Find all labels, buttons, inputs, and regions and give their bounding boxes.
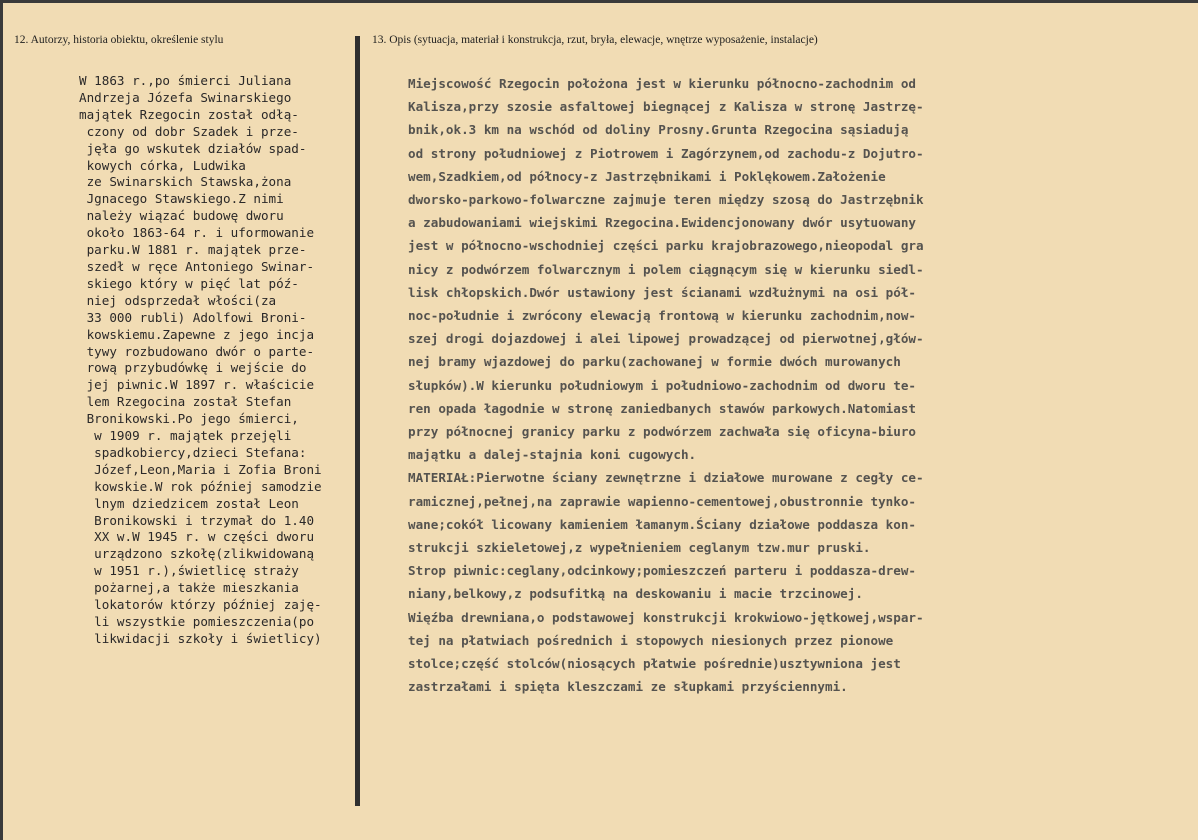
description-text-line: zastrzałami i spięta kleszczami ze słupkami przyściennymi. bbox=[408, 679, 848, 695]
description-text-line: Strop piwnic:ceglany,odcinkowy;pomieszczeń parteru i poddasza-drew- bbox=[408, 563, 916, 579]
column-divider bbox=[355, 36, 360, 806]
left-edge bbox=[0, 0, 3, 840]
history-text-line: Andrzeja Józefa Swinarskiego bbox=[79, 89, 292, 105]
description-text-line: Więźba drewniana,o podstawowej konstrukcji krokwiowo-jętkowej,wspar- bbox=[408, 609, 924, 625]
description-text-line: niany,belkowy,z podsufitką na deskowaniu i macie trzcinowej. bbox=[408, 586, 863, 602]
history-text-line: Bronikowski.Po jego śmierci, bbox=[79, 411, 299, 427]
history-text-line: skiego który w pięć lat póź- bbox=[79, 275, 299, 291]
description-text-line: ren opada łagodnie w stronę zaniedbanych stawów parkowych.Natomiast bbox=[408, 400, 916, 416]
description-text-line: bnik,ok.3 km na wschód od doliny Prosny.Grunta Rzegocina sąsiadują bbox=[408, 122, 909, 138]
history-text-line: w 1951 r.),świetlicę straży bbox=[79, 563, 299, 579]
description-text-line: od strony południowej z Piotrowem i Zagórzynem,od zachodu-z Dojutro- bbox=[408, 145, 924, 161]
history-text-line: kowskiemu.Zapewne z jego incja bbox=[79, 326, 315, 342]
description-text-line: wane;cokół licowany kamieniem łamanym.Ściany działowe poddasza kon- bbox=[408, 516, 916, 532]
history-text-block bbox=[79, 73, 351, 648]
column-header-authors-history: 12. Autorzy, historia obiektu, określenie stylu bbox=[14, 34, 224, 46]
description-text-line: stolce;część stolców(niosących płatwie pośrednie)usztywniona jest bbox=[408, 656, 901, 672]
history-text-line: Józef,Leon,Maria i Zofia Broni bbox=[79, 461, 322, 477]
description-text-line: słupków).W kierunku południowym i południowo-zachodnim od dworu te- bbox=[408, 377, 916, 393]
description-text-line: nicy z podwórzem folwarcznym i polem ciągnącym się w kierunku siedl- bbox=[408, 261, 924, 277]
history-text-line: parku.W 1881 r. majątek prze- bbox=[79, 242, 307, 258]
history-text-line: Bronikowski i trzymał do 1.40 bbox=[79, 512, 315, 528]
description-text-line: dworsko-parkowo-folwarczne zajmuje teren między szosą do Jastrzębnik bbox=[408, 192, 924, 208]
history-text-line: W 1863 r.,po śmierci Juliana bbox=[79, 73, 292, 88]
history-text-line: kowskie.W rok później samodzie bbox=[79, 478, 322, 494]
description-text-line: wem,Szadkiem,od północy-z Jastrzębnikami i Poklękowem.Założenie bbox=[408, 168, 886, 184]
history-text-line: li wszystkie pomieszczenia(po bbox=[79, 614, 315, 629]
description-text-block bbox=[408, 72, 1193, 698]
description-text-line: szej drogi dojazdowej i alei lipowej prowadzącej od pierwotnej,głów- bbox=[408, 331, 924, 347]
history-text-line: lem Rzegocina został Stefan bbox=[79, 394, 292, 410]
description-text-line: nej bramy wjazdowej do parku(zachowanej w formie dwóch murowanych bbox=[408, 354, 901, 370]
description-text-line: a zabudowaniami wiejskimi Rzegocina.Ewidencjonowany dwór usytuowany bbox=[408, 215, 916, 231]
history-text-line: czony od dobr Szadek i prze- bbox=[79, 123, 299, 139]
description-text-line: Kalisza,przy szosie asfaltowej biegnącej z Kalisza w stronę Jastrzę- bbox=[408, 99, 924, 115]
history-text-line: urządzono szkołę(zlikwidowaną bbox=[79, 546, 315, 562]
history-text-line: 33 000 rubli) Adolfowi Broni- bbox=[79, 309, 307, 325]
description-text-line: jest w północno-wschodniej części parku krajobrazowego,nieopodal gra bbox=[408, 238, 924, 254]
column-header-description: 13. Opis (sytuacja, materiał i konstrukcja, rzut, bryła, elewacje, wnętrze wyposażenie, instalacje) bbox=[372, 34, 818, 46]
description-text-line: Miejscowość Rzegocin położona jest w kierunku północno-zachodnim od bbox=[408, 76, 916, 91]
description-text-line: MATERIAŁ:Pierwotne ściany zewnętrzne i działowe murowane z cegły ce- bbox=[408, 470, 924, 486]
description-text-line: ramicznej,pełnej,na zaprawie wapienno-cementowej,obustronnie tynko- bbox=[408, 493, 916, 509]
history-text-line: około 1863-64 r. i uformowanie bbox=[79, 225, 315, 241]
history-text-line: szedł w ręce Antoniego Swinar- bbox=[79, 258, 315, 274]
description-text-line: strukcji szkieletowej,z wypełnieniem ceglanym tzw.mur pruski. bbox=[408, 540, 871, 556]
history-text-line: majątek Rzegocin został odłą- bbox=[79, 106, 299, 122]
history-text-line: lokatorów którzy później zaję- bbox=[79, 597, 322, 613]
history-text-line: jej piwnic.W 1897 r. właścicie bbox=[79, 377, 315, 393]
history-text-line: spadkobiercy,dzieci Stefana: bbox=[79, 444, 307, 460]
history-text-line: XX w.W 1945 r. w części dworu bbox=[79, 529, 315, 545]
history-text-line: rową przybudówkę i wejście do bbox=[79, 360, 307, 376]
history-text-line: likwidacji szkoły i świetlicy) bbox=[79, 630, 322, 646]
description-text-line: tej na płatwiach pośrednich i stopowych niesionych przez pionowe bbox=[408, 632, 894, 648]
history-text-line: należy wiązać budowę dworu bbox=[79, 208, 284, 224]
history-text-line: tywy rozbudowano dwór o parte- bbox=[79, 343, 315, 359]
history-text-line: jęła go wskutek działów spad- bbox=[79, 140, 307, 156]
description-text-line: przy północnej granicy parku z podwórzem zachwała się oficyna-biuro bbox=[408, 424, 916, 440]
description-text-line: lisk chłopskich.Dwór ustawiony jest ścianami wzdłużnymi na osi pół- bbox=[408, 284, 916, 300]
description-text-line: majątku a dalej-stajnia koni cugowych. bbox=[408, 447, 697, 463]
history-text-line: kowych córka, Ludwika bbox=[79, 157, 246, 173]
description-text-line: noc-południe i zwrócony elewacją frontową w kierunku zachodnim,now- bbox=[408, 308, 916, 324]
history-text-line: lnym dziedzicem został Leon bbox=[79, 495, 299, 511]
history-text-line: Jgnacego Stawskiego.Z nimi bbox=[79, 191, 284, 207]
history-text-line: ze Swinarskich Stawska,żona bbox=[79, 174, 292, 190]
history-text-line: niej odsprzedał włości(za bbox=[79, 292, 277, 308]
history-text-line: w 1909 r. majątek przejęli bbox=[79, 428, 292, 444]
top-edge bbox=[0, 0, 1198, 3]
history-text-line: pożarnej,a także mieszkania bbox=[79, 580, 299, 596]
